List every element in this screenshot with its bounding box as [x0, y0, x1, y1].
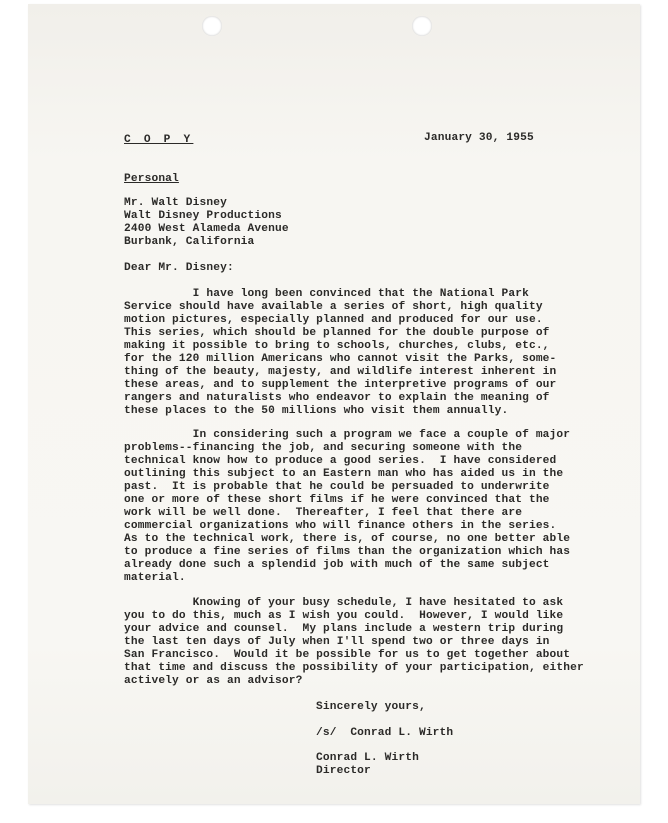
- address-line: 2400 West Alameda Avenue: [124, 223, 289, 235]
- valediction: Sincerely yours,: [316, 701, 426, 713]
- signer-title: Director: [316, 765, 371, 777]
- paragraph-line: one or more of these short films if he were convinced that the: [124, 494, 550, 506]
- paragraph-1: [124, 288, 556, 418]
- paragraph-line: already done such a splendid job with much of the same subject: [124, 559, 550, 571]
- paragraph-line: This series, which should be planned for the double purpose of: [124, 327, 550, 339]
- personal-label: Personal: [124, 173, 179, 185]
- paragraph-line: I have long been convinced that the National Park: [124, 288, 529, 300]
- punch-hole-right: [412, 16, 432, 36]
- paragraph-line: these places to the 50 millions who visit them annually.: [124, 405, 509, 417]
- punch-hole-left: [202, 16, 222, 36]
- paragraph-line: thing of the beauty, majesty, and wildlife interest inherent in: [124, 366, 557, 378]
- paragraph-line: making it possible to bring to schools, churches, clubs, etc.,: [124, 340, 550, 352]
- paragraph-line: past. It is probable that he could be persuaded to underwrite: [124, 481, 550, 493]
- paragraph-line: that time and discuss the possibility of your participation, either: [124, 662, 584, 674]
- paragraph-line: technical know how to produce a good series. I have considered: [124, 455, 557, 467]
- paragraph-line: these areas, and to supplement the interpretive programs of our: [124, 379, 557, 391]
- paragraph-line: material.: [124, 572, 186, 584]
- paragraph-line: work will be well done. Thereafter, I feel that there are: [124, 507, 523, 519]
- letter-date: January 30, 1955: [424, 132, 534, 144]
- signer-block: [316, 752, 419, 778]
- signer-name: Conrad L. Wirth: [316, 752, 419, 764]
- paragraph-line: you to do this, much as I wish you could. However, I would like: [124, 610, 564, 622]
- paragraph-line: In considering such a program we face a couple of major: [124, 429, 571, 441]
- paragraph-line: outlining this subject to an Eastern man who has aided us in the: [124, 468, 564, 480]
- paragraph-line: Knowing of your busy schedule, I have hesitated to ask: [124, 597, 564, 609]
- paragraph-3: [124, 597, 584, 688]
- copy-label: C O P Y: [124, 134, 194, 146]
- paragraph-2: [124, 429, 570, 585]
- paragraph-line: As to the technical work, there is, of course, no one better able: [124, 533, 571, 545]
- paragraph-line: Service should have available a series of short, high quality: [124, 301, 543, 313]
- paragraph-line: for the 120 million Americans who cannot visit the Parks, some-: [124, 353, 557, 365]
- paragraph-line: to produce a fine series of films than the organization which has: [124, 546, 571, 558]
- paragraph-line: your advice and counsel. My plans include a western trip during: [124, 623, 564, 635]
- paragraph-line: San Francisco. Would it be possible for us to get together about: [124, 649, 571, 661]
- recipient-address: [124, 197, 289, 249]
- address-line: Burbank, California: [124, 236, 255, 248]
- address-line: Walt Disney Productions: [124, 210, 282, 222]
- address-line: Mr. Walt Disney: [124, 197, 227, 209]
- paragraph-line: rangers and naturalists who endeavor to explain the meaning of: [124, 392, 550, 404]
- paragraph-line: commercial organizations who will finance others in the series.: [124, 520, 557, 532]
- paragraph-line: the last ten days of July when I'll spend two or three days in: [124, 636, 550, 648]
- salutation: Dear Mr. Disney:: [124, 262, 234, 274]
- paragraph-line: actively or as an advisor?: [124, 675, 303, 687]
- paragraph-line: problems--financing the job, and securing someone with the: [124, 442, 523, 454]
- paragraph-line: motion pictures, especially planned and produced for our use.: [124, 314, 543, 326]
- signature-line: /s/ Conrad L. Wirth: [316, 727, 454, 739]
